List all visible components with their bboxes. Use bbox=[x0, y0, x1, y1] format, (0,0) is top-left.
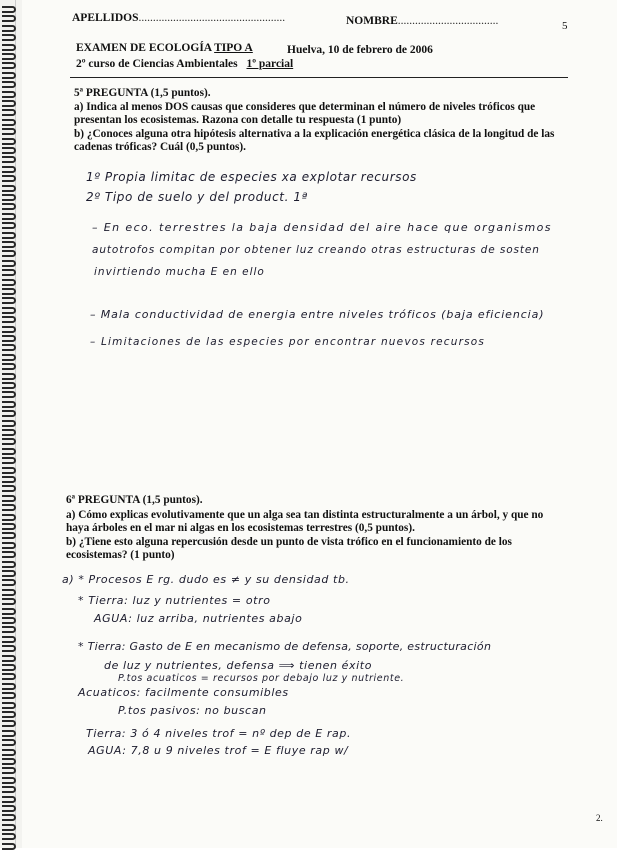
q6-answer-line-9: Tierra: 3 ó 4 niveles trof = nº dep de E rap. bbox=[86, 727, 352, 740]
binding-ring bbox=[2, 570, 16, 577]
binding-ring bbox=[2, 335, 16, 342]
binding-ring bbox=[2, 796, 16, 803]
q6-answer-line-2: * Tierra: luz y nutrientes = otro bbox=[78, 594, 271, 607]
binding-ring bbox=[2, 476, 16, 483]
binding-ring bbox=[2, 138, 16, 145]
binding-ring bbox=[2, 326, 16, 333]
exam-title-line bbox=[76, 42, 253, 54]
binding-ring bbox=[2, 401, 16, 408]
binding-ring bbox=[2, 222, 16, 229]
binding-ring bbox=[2, 579, 16, 586]
binding-ring bbox=[2, 495, 16, 502]
binding-ring bbox=[2, 767, 16, 774]
binding-ring bbox=[2, 720, 16, 727]
page-number: 5 bbox=[562, 20, 568, 32]
q6-answer-line-8: P.tos pasivos: no buscan bbox=[118, 704, 267, 717]
binding-ring bbox=[2, 297, 16, 304]
binding-ring bbox=[2, 617, 16, 624]
binding-ring bbox=[2, 504, 16, 511]
binding-ring bbox=[2, 589, 16, 596]
binding-ring bbox=[2, 645, 16, 652]
binding-ring bbox=[2, 655, 16, 662]
binding-ring bbox=[2, 420, 16, 427]
binding-ring bbox=[2, 598, 16, 605]
partial: 1º parcial bbox=[246, 58, 294, 70]
binding-ring bbox=[2, 194, 16, 201]
q5-answer-line-4: autotrofos compitan por obtener luz creando otras estructuras de sosten bbox=[92, 244, 540, 256]
binding-ring bbox=[2, 100, 16, 107]
q5-answer-line-3: – En eco. terrestres la baja densidad del aire hace que organismos bbox=[92, 221, 552, 234]
binding-ring bbox=[2, 81, 16, 88]
q5-answer-line-6: – Mala conductividad de energia entre niveles tróficos (baja eficiencia) bbox=[90, 308, 545, 321]
place-date: Huelva, 10 de febrero de 2006 bbox=[287, 44, 433, 56]
binding-ring bbox=[2, 542, 16, 549]
binding-ring bbox=[2, 279, 16, 286]
binding-ring bbox=[2, 739, 16, 746]
binding-ring bbox=[2, 128, 16, 135]
binding-ring bbox=[2, 758, 16, 765]
apellidos-field bbox=[72, 12, 285, 24]
binding-ring bbox=[2, 175, 16, 182]
binding-ring bbox=[2, 711, 16, 718]
apellidos-dots: ................................................... bbox=[138, 12, 286, 24]
binding-ring bbox=[2, 730, 16, 737]
binding-ring bbox=[2, 485, 16, 492]
binding-ring bbox=[2, 307, 16, 314]
binding-ring bbox=[2, 467, 16, 474]
binding-ring bbox=[2, 316, 16, 323]
binding-ring bbox=[2, 777, 16, 784]
binding-ring bbox=[2, 626, 16, 633]
binding-ring bbox=[2, 843, 16, 850]
binding-ring bbox=[2, 156, 16, 163]
binding-ring bbox=[2, 109, 16, 116]
q5-part-a: a) Indica al menos DOS causas que consideres que determinan el número de niveles tróficos que presentan los ecosistemas. Razona con detalle tu respuesta (1 punto) bbox=[74, 101, 536, 126]
binding-ring bbox=[2, 673, 16, 680]
q5-answer-line-5: invirtiendo mucha E en ello bbox=[94, 266, 265, 278]
binding-ring bbox=[2, 15, 16, 22]
q6-part-b: b) ¿Tiene esto alguna repercusión desde un punto de vista trófico en el funcionamiento de los ecosistemas? (1 punto) bbox=[66, 536, 512, 561]
binding-ring bbox=[2, 636, 16, 643]
binding-ring bbox=[2, 241, 16, 248]
binding-ring bbox=[2, 805, 16, 812]
binding-ring bbox=[2, 344, 16, 351]
exam-type: TIPO A bbox=[214, 42, 253, 54]
q6-answer-line-5: de luz y nutrientes, defensa ⟹ tienen éxito bbox=[104, 659, 373, 672]
binding-ring bbox=[2, 91, 16, 98]
binding-ring bbox=[2, 664, 16, 671]
binding-ring bbox=[2, 438, 16, 445]
binding-ring bbox=[2, 34, 16, 41]
footer-mark: 2. bbox=[596, 813, 603, 823]
course: 2º curso de Ciencias Ambientales bbox=[76, 58, 238, 70]
q6-answer-line-7: Acuaticos: facilmente consumibles bbox=[78, 686, 289, 699]
binding-ring bbox=[2, 203, 16, 210]
binding-ring bbox=[2, 373, 16, 380]
binding-ring bbox=[2, 260, 16, 267]
binding-ring bbox=[2, 6, 16, 13]
binding-ring bbox=[2, 62, 16, 69]
binding-ring bbox=[2, 608, 16, 615]
binding-ring bbox=[2, 382, 16, 389]
binding-ring bbox=[2, 786, 16, 793]
q6-answer-line-10: AGUA: 7,8 u 9 niveles trof = E fluye rap w/ bbox=[88, 744, 349, 757]
binding-ring bbox=[2, 532, 16, 539]
binding-ring bbox=[2, 166, 16, 173]
binding-ring bbox=[2, 448, 16, 455]
binding-ring bbox=[2, 44, 16, 51]
q5-answer-line-1: 1º Propia limitac de especies xa explotar recursos bbox=[86, 170, 417, 184]
q6-answer-line-3: AGUA: luz arriba, nutrientes abajo bbox=[94, 612, 303, 625]
q6-answer-line-1: a) * Procesos E rg. dudo es ≠ y su densidad tb. bbox=[62, 573, 350, 586]
binding-ring bbox=[2, 288, 16, 295]
binding-ring bbox=[2, 551, 16, 558]
binding-ring bbox=[2, 429, 16, 436]
binding-ring bbox=[2, 833, 16, 840]
binding-ring bbox=[2, 457, 16, 464]
binding-ring bbox=[2, 185, 16, 192]
binding-ring bbox=[2, 683, 16, 690]
binding-ring bbox=[2, 53, 16, 60]
binding-ring bbox=[2, 213, 16, 220]
nombre-field bbox=[346, 15, 498, 27]
q5-title: 5ª PREGUNTA (1,5 puntos). bbox=[74, 87, 211, 99]
nombre-dots: ................................... bbox=[397, 15, 499, 27]
binding-ring bbox=[2, 363, 16, 370]
binding-ring bbox=[2, 250, 16, 257]
nombre-label: NOMBRE bbox=[346, 15, 398, 27]
binding-ring bbox=[2, 147, 16, 154]
binding-ring bbox=[2, 354, 16, 361]
q5-part-b: b) ¿Conoces alguna otra hipótesis alternativa a la explicación energética clásica de la longitud de las cadenas tróficas? Cuál (0,5 puntos). bbox=[74, 128, 555, 153]
binding-ring bbox=[2, 749, 16, 756]
course-line bbox=[76, 58, 293, 70]
binding-ring bbox=[2, 523, 16, 530]
header-divider bbox=[70, 77, 568, 78]
binding-ring bbox=[2, 702, 16, 709]
binding-ring bbox=[2, 410, 16, 417]
q6-answer-line-4: * Tierra: Gasto de E en mecanismo de defensa, soporte, estructuración bbox=[78, 640, 492, 653]
spiral-binding bbox=[0, 0, 22, 848]
q6-title: 6ª PREGUNTA (1,5 puntos). bbox=[66, 494, 203, 506]
binding-ring bbox=[2, 25, 16, 32]
binding-ring bbox=[2, 692, 16, 699]
binding-ring bbox=[2, 119, 16, 126]
binding-ring bbox=[2, 814, 16, 821]
binding-ring bbox=[2, 269, 16, 276]
binding-ring bbox=[2, 72, 16, 79]
binding-ring bbox=[2, 232, 16, 239]
binding-ring bbox=[2, 561, 16, 568]
exam-title: EXAMEN DE ECOLOGÍA bbox=[76, 42, 212, 54]
q5-answer-line-7: – Limitaciones de las especies por encontrar nuevos recursos bbox=[90, 336, 486, 348]
binding-ring bbox=[2, 391, 16, 398]
q6-answer-line-6: P.tos acuaticos = recursos por debajo luz y nutriente. bbox=[118, 673, 405, 684]
q5-answer-line-2: 2º Tipo de suelo y del product. 1ª bbox=[86, 190, 308, 204]
apellidos-label: APELLIDOS bbox=[72, 12, 139, 24]
binding-ring bbox=[2, 824, 16, 831]
binding-ring bbox=[2, 514, 16, 521]
q6-part-a: a) Cómo explicas evolutivamente que un alga sea tan distinta estructuralmente a un árbol, y que no haya árboles en el mar ni algas en los ecosistemas terrestres (0,5 puntos). bbox=[66, 509, 544, 534]
